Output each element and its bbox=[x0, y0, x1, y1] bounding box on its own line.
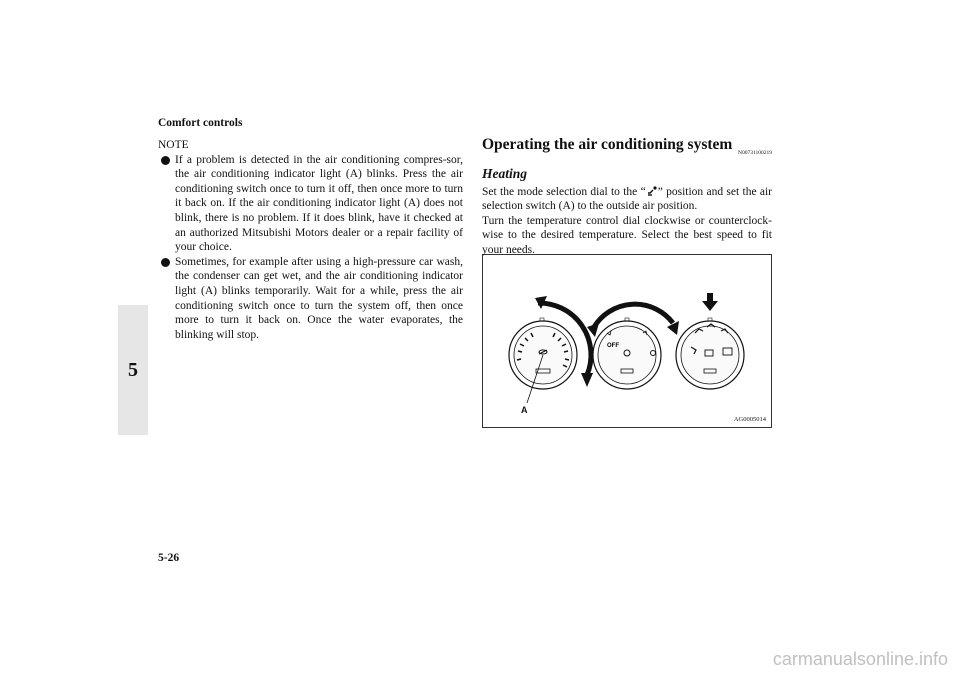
climate-control-figure bbox=[482, 254, 772, 428]
paragraph-text: ” position and set the air selection switch (A) to the outside air position. bbox=[482, 185, 772, 213]
chapter-number: 5 bbox=[128, 358, 138, 381]
off-label: OFF bbox=[607, 343, 619, 349]
callout-label-a: A bbox=[521, 405, 528, 415]
section-title bbox=[482, 138, 772, 158]
temperature-dial-icon bbox=[509, 318, 577, 389]
paragraph bbox=[482, 185, 772, 214]
watermark: carmanualsonline.info bbox=[772, 649, 948, 669]
section-code: N00731100219 bbox=[737, 150, 772, 156]
note-bullet-text: If a problem is detected in the air conditioning compres-sor, the air conditioning indicator light (A) blinks. Press the air conditioning switch once to turn it off, then once more to turn it back on. If the air conditioning indicator light (A) does not blink, there is no problem. If it does blink, have it checked at an authorized Mitsubishi Motors dealer or a repair facility of your choice. bbox=[175, 153, 463, 254]
paragraph-text: Set the mode selection dial to the “ bbox=[482, 185, 646, 198]
mode-foot-icon bbox=[646, 186, 658, 196]
note-bullet bbox=[158, 153, 463, 255]
page-number: 5-26 bbox=[158, 552, 180, 564]
fan-dial-icon bbox=[593, 318, 661, 389]
bullet-dot-icon bbox=[161, 258, 170, 267]
section-title-text: Operating the air conditioning system bbox=[482, 136, 733, 153]
paragraph: Turn the temperature control dial clockwise or counterclock-wise to the desired temperature. Select the best speed to fit your needs. bbox=[482, 214, 772, 256]
section-column bbox=[482, 138, 772, 258]
subheading: Heating bbox=[482, 166, 528, 181]
chapter-tab bbox=[118, 305, 148, 435]
note-column bbox=[158, 138, 463, 342]
figure-code: AG0005014 bbox=[733, 416, 766, 423]
mode-dial-icon bbox=[676, 318, 744, 389]
bullet-dot-icon bbox=[161, 156, 170, 165]
climate-control-illustration bbox=[483, 255, 771, 427]
note-label: NOTE bbox=[158, 139, 189, 151]
note-bullet bbox=[158, 255, 463, 343]
page-header: Comfort controls bbox=[158, 117, 243, 129]
note-bullet-text: Sometimes, for example after using a high-pressure car wash, the condenser can get wet, and the air conditioning indicator light (A) blinks temporarily. Wait for a while, press the air conditioning switch once to turn the system off, then once more to turn it back on. Once the water evaporates, the blinking will stop. bbox=[175, 255, 463, 341]
